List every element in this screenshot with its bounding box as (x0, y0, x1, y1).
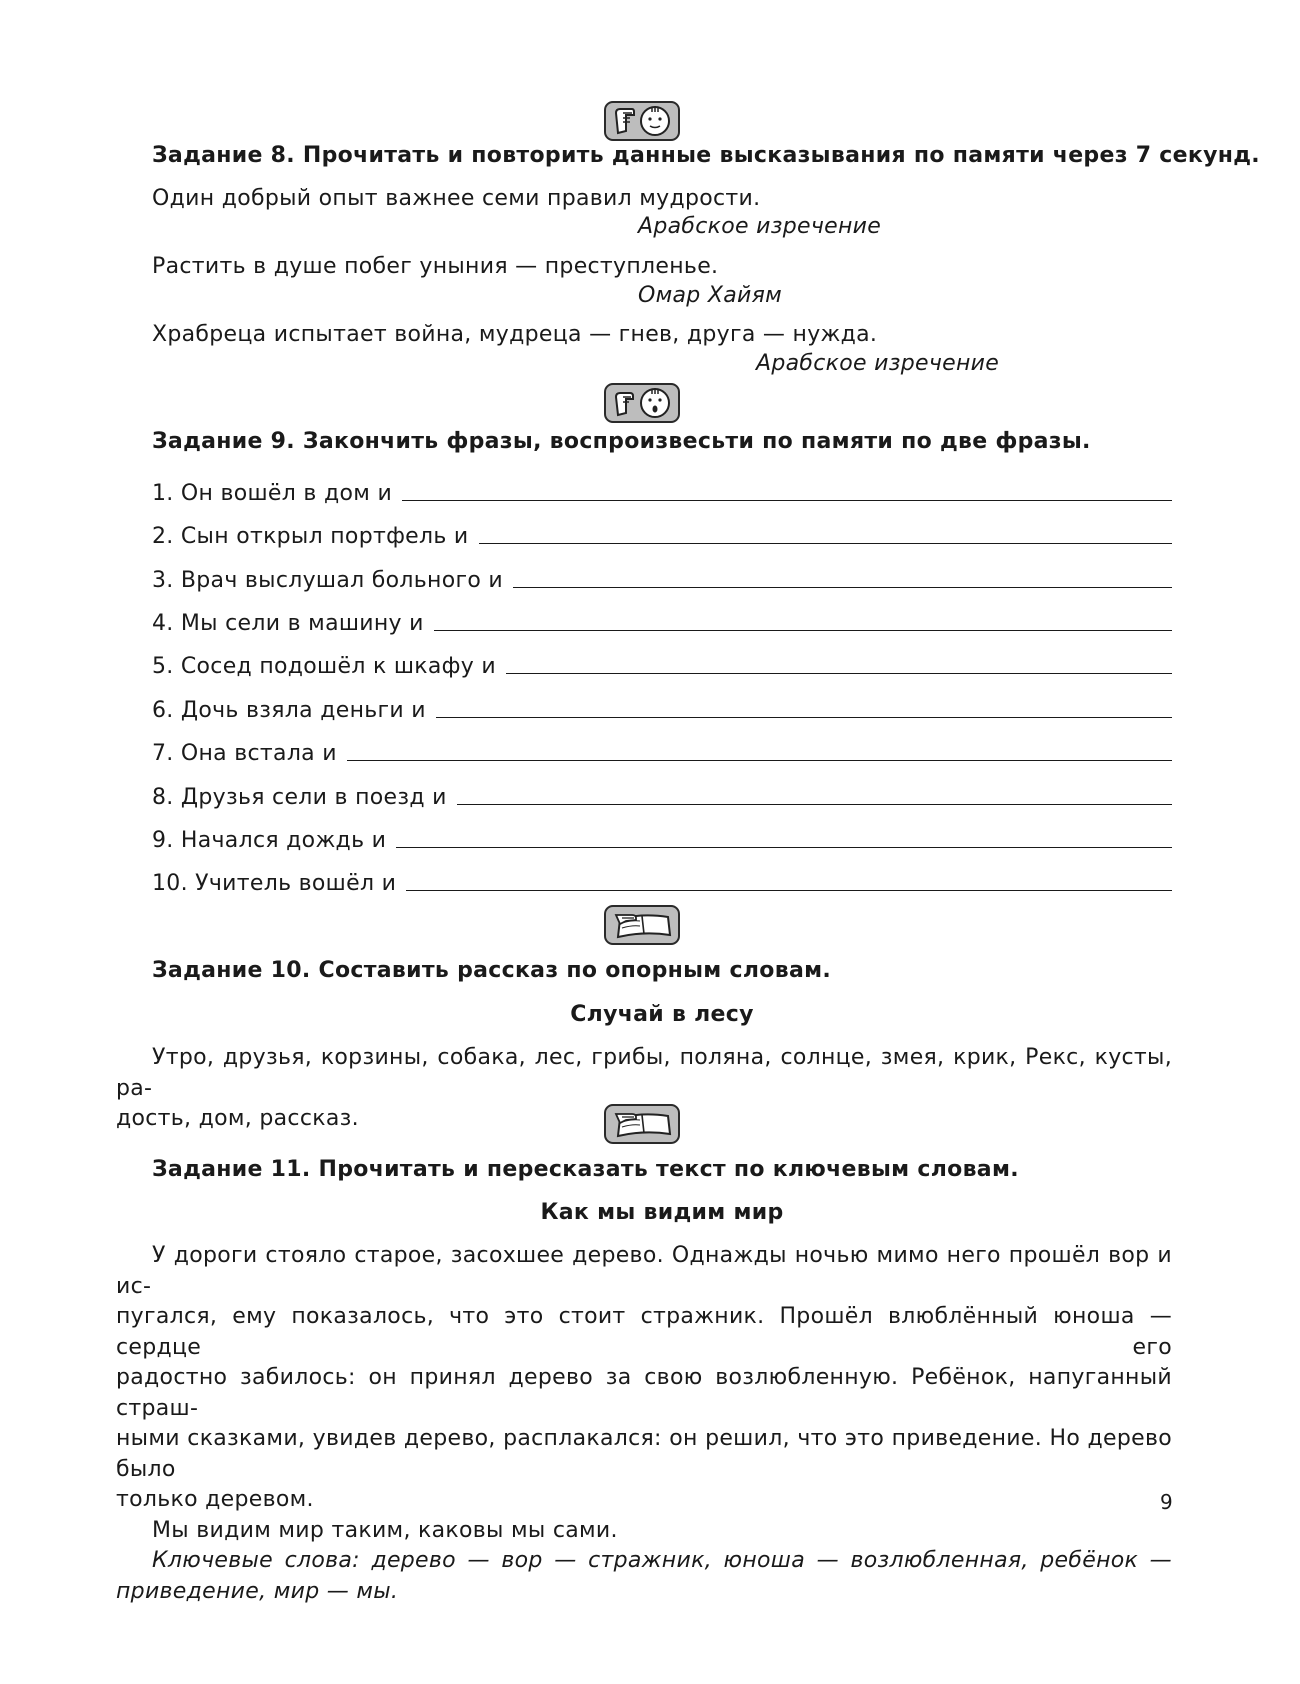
fill-line-7 (152, 736, 1172, 766)
answer-line[interactable] (434, 630, 1172, 631)
fill-line-1 (152, 476, 1172, 506)
task11-text (116, 1241, 1172, 1607)
fill-line-label: 7. Она встала и (152, 741, 337, 766)
task11-subtitle: Как мы видим мир (540, 1200, 784, 1225)
quote-1-author: Арабское изречение (638, 214, 882, 239)
quote-1-text: Один добрый опыт важнее семи правил мудрости. (152, 186, 761, 211)
page-number: 9 (1160, 1490, 1173, 1514)
quote-3-text: Храбреца испытает война, мудреца — гнев, друга — нужда. (152, 322, 878, 347)
fill-line-6 (152, 693, 1172, 723)
quote-2-author: Омар Хайям (638, 283, 783, 308)
keywords-line-1 (116, 1546, 1172, 1577)
keywords-text: : дерево — вор — стражник, юноша — возлюбленная, ребёнок — (352, 1548, 1172, 1573)
fill-line-10 (152, 866, 1172, 896)
fill-line-8 (152, 780, 1172, 810)
task11-line-2: пугался, ему показалось, что это стоит стражник. Прошёл влюблённый юноша — сердце его (116, 1304, 1172, 1360)
keywords-label: Ключевые слова (152, 1548, 353, 1573)
answer-line[interactable] (506, 673, 1172, 674)
fill-line-2 (152, 519, 1172, 549)
answer-line[interactable] (436, 717, 1172, 718)
quote-2-text: Растить в душе побег уныния — преступленье. (152, 254, 719, 279)
fill-line-label: 1. Он вошёл в дом и (152, 481, 393, 506)
hand-book-icon (604, 905, 680, 945)
answer-line[interactable] (402, 500, 1172, 501)
task11-line-4: ными сказками, увидев дерево, расплакался: он решил, что это приведение. Но дерево было (116, 1426, 1172, 1482)
fill-line-label: 6. Дочь взяла деньги и (152, 698, 426, 723)
hand-book-icon (604, 1104, 680, 1144)
fill-line-label: 8. Друзья сели в поезд и (152, 785, 447, 810)
fill-line-4 (152, 606, 1172, 636)
answer-line[interactable] (457, 804, 1172, 805)
task10-line-1: Утро, друзья, корзины, собака, лес, грибы, поляна, солнце, змея, крик, Рекс, кусты, ра- (116, 1045, 1172, 1101)
task11-line-1: У дороги стояло старое, засохшее дерево. Однажды ночью мимо него прошёл вор и ис- (116, 1243, 1172, 1299)
fill-line-label: 4. Мы сели в машину и (152, 611, 424, 636)
fill-line-3 (152, 563, 1172, 593)
fill-line-9 (152, 823, 1172, 853)
task10-subtitle: Случай в лесу (570, 1002, 754, 1027)
fill-line-label: 10. Учитель вошёл и (152, 871, 397, 896)
fill-line-label: 2. Сын открыл портфель и (152, 524, 469, 549)
fill-line-label: 3. Врач выслушал больного и (152, 568, 504, 593)
answer-line[interactable] (347, 760, 1172, 761)
task11-line-5: только деревом. (116, 1487, 314, 1512)
answer-line[interactable] (479, 543, 1172, 544)
task9-title: Задание 9. Закончить фразы, воспроизвесьти по памяти по две фразы. (152, 429, 1091, 454)
keywords-line-2: приведение, мир — мы. (116, 1578, 399, 1604)
fill-line-label: 5. Сосед подошёл к шкафу и (152, 654, 496, 679)
task11-line-3: радостно забилось: он принял дерево за свою возлюбленную. Ребёнок, напуганный страш- (116, 1365, 1172, 1421)
fill-line-label: 9. Начался дождь и (152, 828, 387, 853)
task11-title: Задание 11. Прочитать и пересказать текст по ключевым словам. (152, 1157, 1019, 1182)
hand-face-speak-icon (604, 383, 680, 423)
answer-line[interactable] (513, 587, 1172, 588)
answer-line[interactable] (396, 847, 1172, 848)
task11-line-6: Мы видим мир таким, каковы мы сами. (152, 1517, 618, 1543)
answer-line[interactable] (406, 890, 1172, 891)
quote-3-author: Арабское изречение (756, 351, 1000, 376)
task8-title: Задание 8. Прочитать и повторить данные высказывания по памяти через 7 секунд. (152, 143, 1260, 168)
fill-line-5 (152, 649, 1172, 679)
task10-title: Задание 10. Составить рассказ по опорным словам. (152, 958, 832, 983)
hand-face-listen-icon (604, 101, 680, 141)
task10-line-2: дость, дом, рассказ. (116, 1106, 359, 1131)
